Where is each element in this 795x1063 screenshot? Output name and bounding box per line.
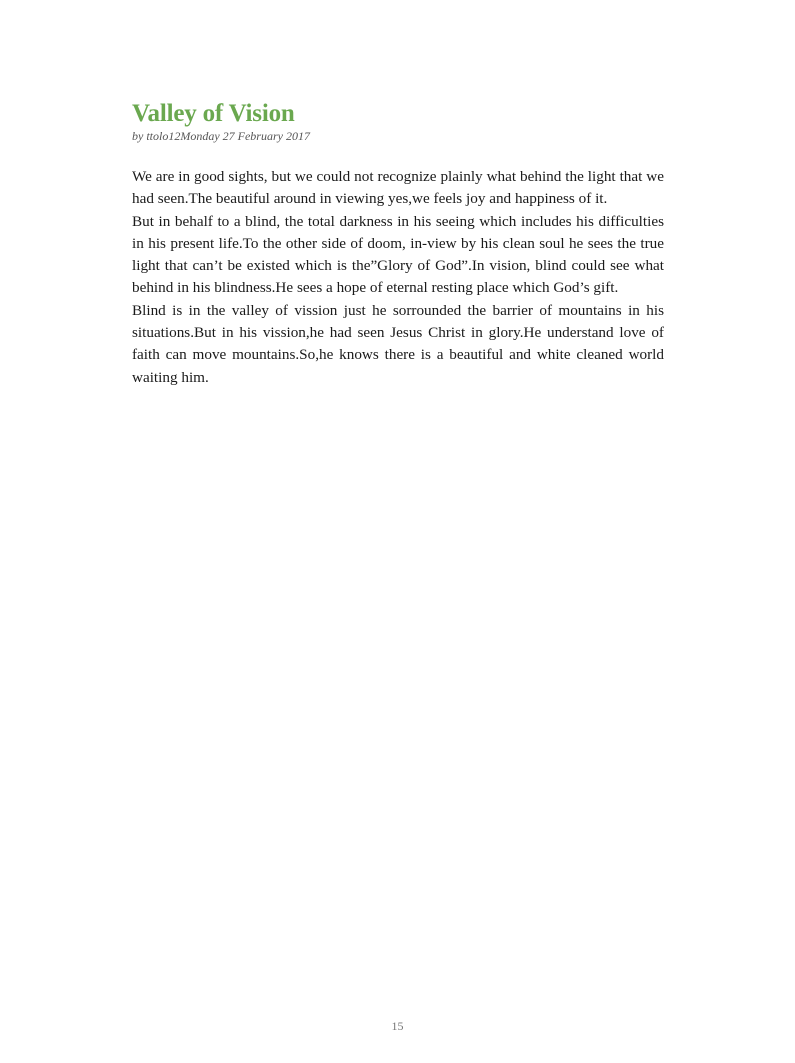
- article-title: Valley of Vision: [132, 100, 295, 127]
- article-body: [132, 166, 664, 389]
- page-number: 15: [391, 1019, 404, 1033]
- article-byline: by ttolo12Monday 27 February 2017: [132, 129, 310, 143]
- article-paragraph: But in behalf to a blind, the total darkness in his seeing which includes his difficulties in his present life.To the other side of doom, in-view by his clean soul he sees the true light that can’t be existed which is the”Glory of God”.In vision, blind could see what behind in his blindness.He sees a hope of eternal resting place which God’s gift.: [132, 212, 664, 297]
- article-paragraph: We are in good sights, but we could not recognize plainly what behind the light that we had seen.The beautiful around in viewing yes,we feels joy and happiness of it.: [132, 168, 664, 208]
- article: [132, 98, 664, 389]
- article-paragraph: Blind is in the valley of vission just he sorrounded the barrier of mountains in his situations.But in his vission,he had seen Jesus Christ in glory.He understand love of faith can move mountains.So,he knows there is a beautiful and white cleaned world waiting him.: [132, 301, 664, 386]
